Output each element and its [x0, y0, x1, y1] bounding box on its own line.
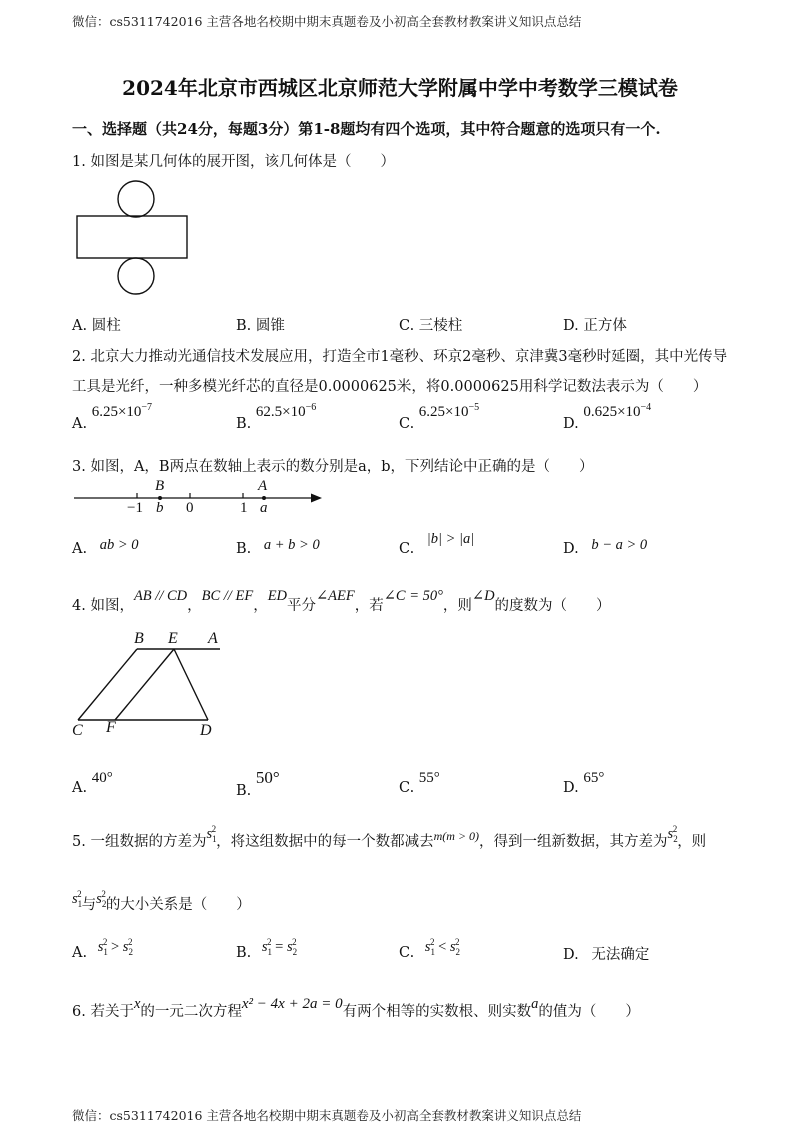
value-b-label: b: [156, 500, 164, 516]
q4-option-a[interactable]: [72, 770, 113, 797]
q5-option-b[interactable]: [236, 937, 298, 963]
option-value: $62.5\times 10^{-6}$: [255, 402, 317, 420]
q5-option-c[interactable]: [399, 937, 461, 963]
tick-one: 1: [240, 500, 248, 516]
q3-stem: 3. 如图，A，B两点在数轴上表示的数分别是a，b，下列结论中正确的是（ ）: [72, 459, 594, 475]
option-letter: B.: [236, 541, 252, 557]
option-letter: D.: [563, 416, 579, 432]
option-value: 无法确定: [591, 947, 650, 963]
q1-option-c[interactable]: C. 三棱柱: [399, 318, 463, 334]
q4-option-d[interactable]: [563, 770, 605, 797]
option-value: |b| > |a|: [426, 531, 475, 547]
option-letter: A.: [72, 780, 88, 796]
q6-stem: 6. 若关于x的一元二次方程x² − 4x + 2a = 0有两个相等的实数根、则实数a的值为（ ）: [72, 996, 640, 1020]
option-letter: B.: [236, 944, 252, 961]
q1-option-d[interactable]: D. 正方体: [563, 318, 627, 334]
option-value: $6.25\times 10^{-5}$: [418, 402, 480, 420]
option-letter: A.: [72, 541, 88, 557]
q4-stem: 4. 如图，AB // CD，BC // EF，ED平分∠AEF，若∠C = 50°，则∠D的度数为（ ）: [72, 588, 611, 614]
option-letter: D.: [563, 780, 579, 796]
q1-option-b[interactable]: B. 圆锥: [236, 318, 285, 334]
option-letter: B.: [236, 783, 252, 799]
value-a-label: a: [260, 500, 268, 516]
option-letter: D.: [563, 947, 579, 963]
q2-stem-line1: 2. 北京大力推动光通信技术发展应用，打造全市1毫秒、环京2毫秒、京津冀3毫秒时延圈，其中光传导: [72, 349, 728, 365]
fig-label-f: F: [106, 719, 116, 736]
fig-label-e: E: [168, 630, 178, 647]
option-value: $s_1^2 = s_2^2$: [261, 937, 298, 957]
point-b-label: B: [155, 478, 165, 494]
q5-option-d[interactable]: [563, 943, 649, 964]
option-value: a + b > 0: [263, 537, 320, 553]
page-header: 微信：cs5311742016 主营各地名校期中期末真题卷及小初高全套教材教案讲义知识点总结: [72, 14, 582, 29]
fig-label-d: D: [200, 722, 212, 739]
option-letter: C.: [399, 780, 415, 796]
tick-minus-one: −1: [127, 500, 143, 516]
q2-stem-line2: 工具是光纤，一种多模光纤芯的直径是0.0000625米，将0.0000625用科学记数法表示为（ ）: [72, 379, 708, 395]
page-footer: 微信：cs5311742016 主营各地名校期中期末真题卷及小初高全套教材教案讲义知识点总结: [72, 1108, 582, 1123]
option-letter: C.: [399, 944, 415, 961]
fig-label-c: C: [72, 722, 83, 739]
option-value: $6.25\times 10^{-7}$: [91, 402, 153, 420]
option-value: 50°: [255, 768, 280, 787]
option-value: 40°: [91, 770, 113, 786]
q5-stem-line2: $s_1^2$与$s_2^2$的大小关系是（ ）: [72, 889, 251, 913]
fig-label-a: A: [208, 630, 218, 647]
point-a-label: A: [258, 478, 268, 494]
fig-label-b: B: [134, 630, 144, 647]
option-letter: A.: [72, 416, 88, 432]
option-letter: A.: [72, 944, 88, 961]
q1-stem: 1. 如图是某几何体的展开图，该几何体是（ ）: [72, 154, 395, 170]
q5-option-a[interactable]: [72, 937, 133, 963]
option-value: $s_1^2 < s_2^2$: [424, 937, 461, 957]
option-letter: C.: [399, 416, 415, 432]
option-value: 65°: [583, 770, 605, 786]
q4-option-b[interactable]: [236, 768, 280, 800]
option-value: $0.625\times 10^{-4}$: [583, 402, 652, 420]
q1-option-a[interactable]: A. 圆柱: [72, 318, 121, 334]
option-letter: D.: [563, 541, 579, 557]
option-value: b − a > 0: [591, 537, 648, 553]
q5-stem-line1: 5. 一组数据的方差为$s_1^2$，将这组数据中的每一个数都减去$^{m(m > 0)}$，得到一组新数据，其方差为$s_2^2$，则: [72, 824, 707, 850]
option-letter: C.: [399, 541, 415, 557]
option-value: ab > 0: [99, 537, 139, 553]
q4-option-c[interactable]: [399, 770, 440, 797]
section-heading: 一、选择题（共24分，每题3分）第1-8题均有四个选项，其中符合题意的选项只有一个.: [72, 120, 661, 138]
option-value: $s_1^2 > s_2^2$: [97, 937, 133, 957]
option-letter: B.: [236, 416, 252, 432]
tick-zero: 0: [186, 500, 194, 516]
exam-title: 2024年北京市西城区北京师范大学附属中学中考数学三模试卷: [122, 76, 678, 100]
option-value: 55°: [418, 770, 440, 786]
